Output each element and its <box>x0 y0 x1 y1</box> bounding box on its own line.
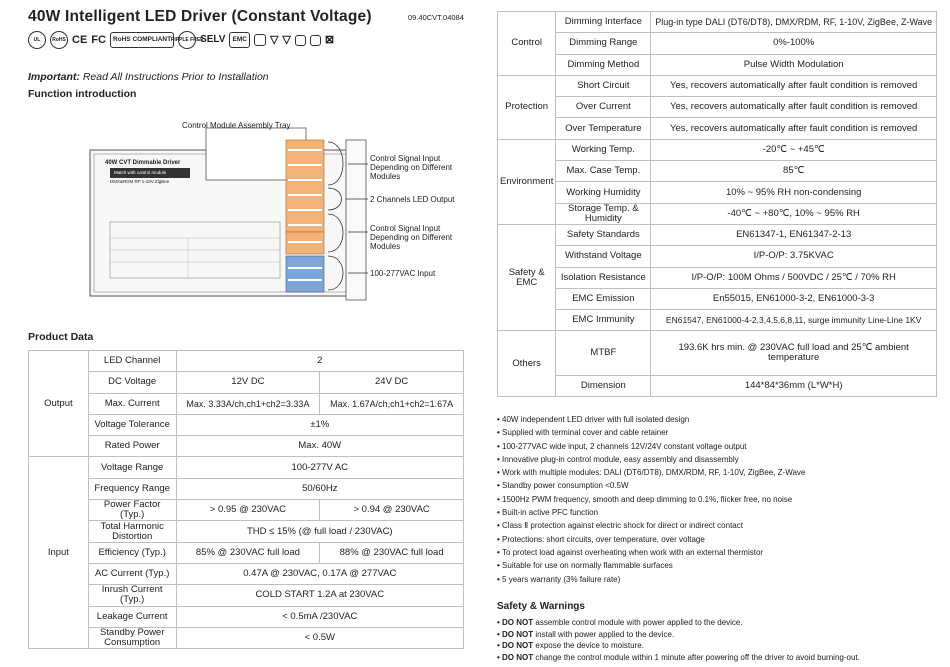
specification-table <box>497 11 937 397</box>
emc-emission-value: En55015, EN61000-3-2, EN61000-3-3 <box>651 288 937 309</box>
function-diagram <box>28 110 488 310</box>
dimming-method-label: Dimming Method <box>556 54 651 75</box>
efficiency-24: 88% @ 230VAC full load <box>320 542 464 563</box>
max-current-label: Max. Current <box>88 393 176 414</box>
leakage-value: < 0.5mA /230VAC <box>176 606 463 627</box>
important-text: Read All Instructions Prior to Installation <box>79 71 269 83</box>
control-signal-label-1: Control Signal Input Depending on Different Modules <box>370 154 453 181</box>
warning-text: assemble control module with power applied to the device. <box>533 618 743 627</box>
table-row <box>498 288 937 309</box>
table-row <box>498 203 937 224</box>
list-item: • 40W independent LED driver with full isolated design <box>497 413 947 426</box>
emc-immunity-value: EN61547, EN61000-4-2,3,4,5,6,8,11, surge immunity Line-Line 1KV <box>651 310 937 331</box>
table-row <box>29 351 464 372</box>
table-row <box>498 12 937 33</box>
display-icon <box>310 35 321 46</box>
inrush-label: Inrush Current (Typ.) <box>88 585 176 606</box>
efficiency-12: 85% @ 230VAC full load <box>176 542 320 563</box>
table-row <box>498 331 937 375</box>
device-subtitle: Match with control module <box>114 170 167 175</box>
list-item: • Work with multiple modules: DALI (DT6/DT8), DMX/RDM, RF, 1-10V, ZigBee, Z-Wave <box>497 466 947 479</box>
over-current-value: Yes, recovers automatically after fault condition is removed <box>651 97 937 118</box>
function-title: Function introduction <box>28 88 137 100</box>
working-temp-value: -20℃ ~ +45℃ <box>651 139 937 160</box>
ac-input-label: 100-277VAC Input <box>370 269 436 278</box>
warning-text: change the control module within 1 minute after powering off the driver to avoid burning-out. <box>533 653 860 663</box>
over-temp-label: Over Temperature <box>556 118 651 139</box>
working-temp-label: Working Temp. <box>556 139 651 160</box>
control-signal-label-2: Control Signal Input Depending on Different Modules <box>370 224 453 251</box>
input-group: Input <box>29 457 89 649</box>
dc-voltage-label: DC Voltage <box>88 372 176 393</box>
case-temp-label: Max. Case Temp. <box>556 161 651 182</box>
led-channel-value: 2 <box>176 351 463 372</box>
rohs-round-icon: RoHS <box>50 31 68 49</box>
table-row <box>498 161 937 182</box>
selv-icon: SELV <box>200 34 226 45</box>
environment-group: Environment <box>498 139 556 224</box>
frequency-label: Frequency Range <box>88 478 176 499</box>
table-row <box>498 75 937 96</box>
fcc-icon: FC <box>91 34 106 46</box>
warning-text: expose the device to moisture. <box>533 641 644 651</box>
table-row <box>498 139 937 160</box>
dimension-label: Dimension <box>556 375 651 397</box>
power-factor-12: > 0.95 @ 230VAC <box>176 500 320 521</box>
dimming-interface-value: Plug-in type DALI (DT6/DT8), DMX/RDM, RF, 1-10V, ZigBee, Z-Wave <box>651 12 937 33</box>
list-item <box>497 640 947 652</box>
humidity-value: 10% ~ 95% RH non-condensing <box>651 182 937 203</box>
class-two-icon <box>254 34 266 46</box>
ac-current-value: 0.47A @ 230VAC, 0.17A @ 277VAC <box>176 563 463 584</box>
table-row <box>29 627 464 648</box>
document-title: 40W Intelligent LED Driver (Constant Voltage) <box>28 8 372 25</box>
dc-24-value: 24V DC <box>320 372 464 393</box>
dimming-method-value: Pulse Width Modulation <box>651 54 937 75</box>
document-number: 09.40CVT.04084 <box>408 13 464 22</box>
led-channel-label: LED Channel <box>88 351 176 372</box>
withstand-value: I/P-O/P: 3.75KVAC <box>651 246 937 267</box>
emc-emission-label: EMC Emission <box>556 288 651 309</box>
list-item <box>497 617 947 629</box>
warning-emphasis: DO NOT <box>502 653 534 663</box>
frequency-value: 50/60Hz <box>176 478 463 499</box>
thd-value: THD ≤ 15% (@ full load / 230VAC) <box>176 521 463 542</box>
safety-emc-group: Safety & EMC <box>498 224 556 330</box>
table-row <box>29 500 464 521</box>
rated-power-value: Max. 40W <box>176 436 463 457</box>
thd-label: Total Harmonic Distortion <box>88 521 176 542</box>
square-icon <box>295 35 306 46</box>
warning-emphasis: DO NOT <box>502 629 534 639</box>
safety-standards-label: Safety Standards <box>556 224 651 245</box>
list-item: • 100-277VAC wide input, 2 channels 12V/24V constant voltage output <box>497 440 947 453</box>
ac-current-label: AC Current (Typ.) <box>88 563 176 584</box>
rated-power-label: Rated Power <box>88 436 176 457</box>
table-row <box>29 521 464 542</box>
feature-list <box>497 413 947 586</box>
list-item: • Suitable for use on normally flammable surfaces <box>497 559 947 572</box>
list-item <box>497 652 947 664</box>
emc-immunity-label: EMC Immunity <box>556 310 651 331</box>
list-item <box>497 629 947 641</box>
list-item: • Built-in active PFC function <box>497 506 947 519</box>
table-row <box>498 97 937 118</box>
dimming-range-label: Dimming Range <box>556 33 651 54</box>
table-row <box>498 310 937 331</box>
list-item: • Supplied with terminal cover and cable retainer <box>497 426 947 439</box>
tolerance-label: Voltage Tolerance <box>88 414 176 435</box>
table-row <box>498 375 937 397</box>
important-label: Important: <box>28 71 80 83</box>
device-protocols: DMX&RDM RF 1-10V ZigBee <box>110 179 170 184</box>
max-current-24: Max. 1.67A/ch,ch1+ch2=1.67A <box>320 393 464 414</box>
dc-12-value: 12V DC <box>176 372 320 393</box>
leakage-label: Leakage Current <box>88 606 176 627</box>
ul-cert-icon: UL <box>28 31 46 49</box>
device-title: 40W CVT Dimmable Driver <box>105 160 181 166</box>
storage-label: Storage Temp. & Humidity <box>556 203 651 224</box>
protection-group: Protection <box>498 75 556 139</box>
max-current-12: Max. 3.33A/ch,ch1+ch2=3.33A <box>176 393 320 414</box>
tray-label: Control Module Assembly Tray <box>182 121 291 130</box>
warning-emphasis: DO NOT <box>502 641 534 651</box>
list-item: • 1500Hz PWM frequency, smooth and deep dimming to 0.1%, flicker free, no noise <box>497 493 947 506</box>
table-row <box>498 267 937 288</box>
dustbin-icon: ⊠ <box>324 34 335 46</box>
tolerance-value: ±1% <box>176 414 463 435</box>
mtbf-label: MTBF <box>556 331 651 375</box>
inrush-value: COLD START 1.2A at 230VAC <box>176 585 463 606</box>
isolation-value: I/P-O/P: 100M Ohms / 500VDC / 25℃ / 70% RH <box>651 267 937 288</box>
table-row <box>29 436 464 457</box>
others-group: Others <box>498 331 556 397</box>
dimming-range-value: 0%-100% <box>651 33 937 54</box>
emc-icon: EMC <box>229 32 249 48</box>
warning-emphasis: DO NOT <box>502 618 534 627</box>
standby-label: Standby Power Consumption <box>88 627 176 648</box>
table-row <box>29 542 464 563</box>
warning-list <box>497 617 947 664</box>
led-output-label: 2 Channels LED Output <box>370 195 455 204</box>
table-row <box>29 563 464 584</box>
table-row <box>29 457 464 478</box>
list-item: • To protect load against overheating when work with an external thermistor <box>497 546 947 559</box>
short-circuit-value: Yes, recovers automatically after fault condition is removed <box>651 75 937 96</box>
table-row <box>29 585 464 606</box>
withstand-label: Withstand Voltage <box>556 246 651 267</box>
table-row <box>29 414 464 435</box>
table-row <box>29 478 464 499</box>
dimension-value: 144*84*36mm (L*W*H) <box>651 375 937 397</box>
table-row <box>498 246 937 267</box>
certification-icons <box>28 30 334 50</box>
list-item: • 5 years warranty (3% failure rate) <box>497 573 947 586</box>
power-factor-24: > 0.94 @ 230VAC <box>320 500 464 521</box>
output-group: Output <box>29 351 89 457</box>
list-item: • Standby power consumption <0.5W <box>497 479 947 492</box>
humidity-label: Working Humidity <box>556 182 651 203</box>
table-row <box>29 393 464 414</box>
storage-value: -40℃ ~ +80℃, 10% ~ 95% RH <box>651 203 937 224</box>
safety-standards-value: EN61347-1, EN61347-2-13 <box>651 224 937 245</box>
thermal-icon: ▽ <box>269 34 279 46</box>
short-circuit-label: Short Circuit <box>556 75 651 96</box>
ripple-free-icon: RIPPLE FREE <box>178 31 196 49</box>
warning-text: install with power applied to the device. <box>533 629 675 639</box>
safety-warnings-title: Safety & Warnings <box>497 601 585 612</box>
dimming-interface-label: Dimming Interface <box>556 12 651 33</box>
list-item: • Protections: short circuits, over temperature, over voltage <box>497 533 947 546</box>
mtbf-value: 193.6K hrs min. @ 230VAC full load and 25℃ ambient temperature <box>651 331 937 375</box>
standby-value: < 0.5W <box>176 627 463 648</box>
table-row <box>498 33 937 54</box>
terminal-block <box>286 140 324 292</box>
table-row <box>498 182 937 203</box>
voltage-range-value: 100-277V AC <box>176 457 463 478</box>
product-data-table <box>28 350 464 649</box>
list-item: • Innovative plug-in control module, easy assembly and disassembly <box>497 453 947 466</box>
voltage-range-label: Voltage Range <box>88 457 176 478</box>
power-factor-label: Power Factor (Typ.) <box>88 500 176 521</box>
case-temp-value: 85℃ <box>651 161 937 182</box>
table-row <box>498 224 937 245</box>
table-row <box>498 118 937 139</box>
isolation-label: Isolation Resistance <box>556 267 651 288</box>
ce-icon: CE <box>72 34 88 46</box>
efficiency-label: Efficiency (Typ.) <box>88 542 176 563</box>
list-item: • Class Ⅱ protection against electric shock for direct or indirect contact <box>497 519 947 532</box>
control-group: Control <box>498 12 556 76</box>
outdoor-icon: ▽ <box>282 34 291 46</box>
table-row <box>498 54 937 75</box>
table-row <box>29 606 464 627</box>
over-temp-value: Yes, recovers automatically after fault condition is removed <box>651 118 937 139</box>
rohs-compliant-icon: RoHS COMPLIANT <box>110 32 174 48</box>
over-current-label: Over Current <box>556 97 651 118</box>
important-note <box>28 71 269 83</box>
product-data-title: Product Data <box>28 331 94 343</box>
table-row <box>29 372 464 393</box>
driver-drawing <box>28 110 488 310</box>
